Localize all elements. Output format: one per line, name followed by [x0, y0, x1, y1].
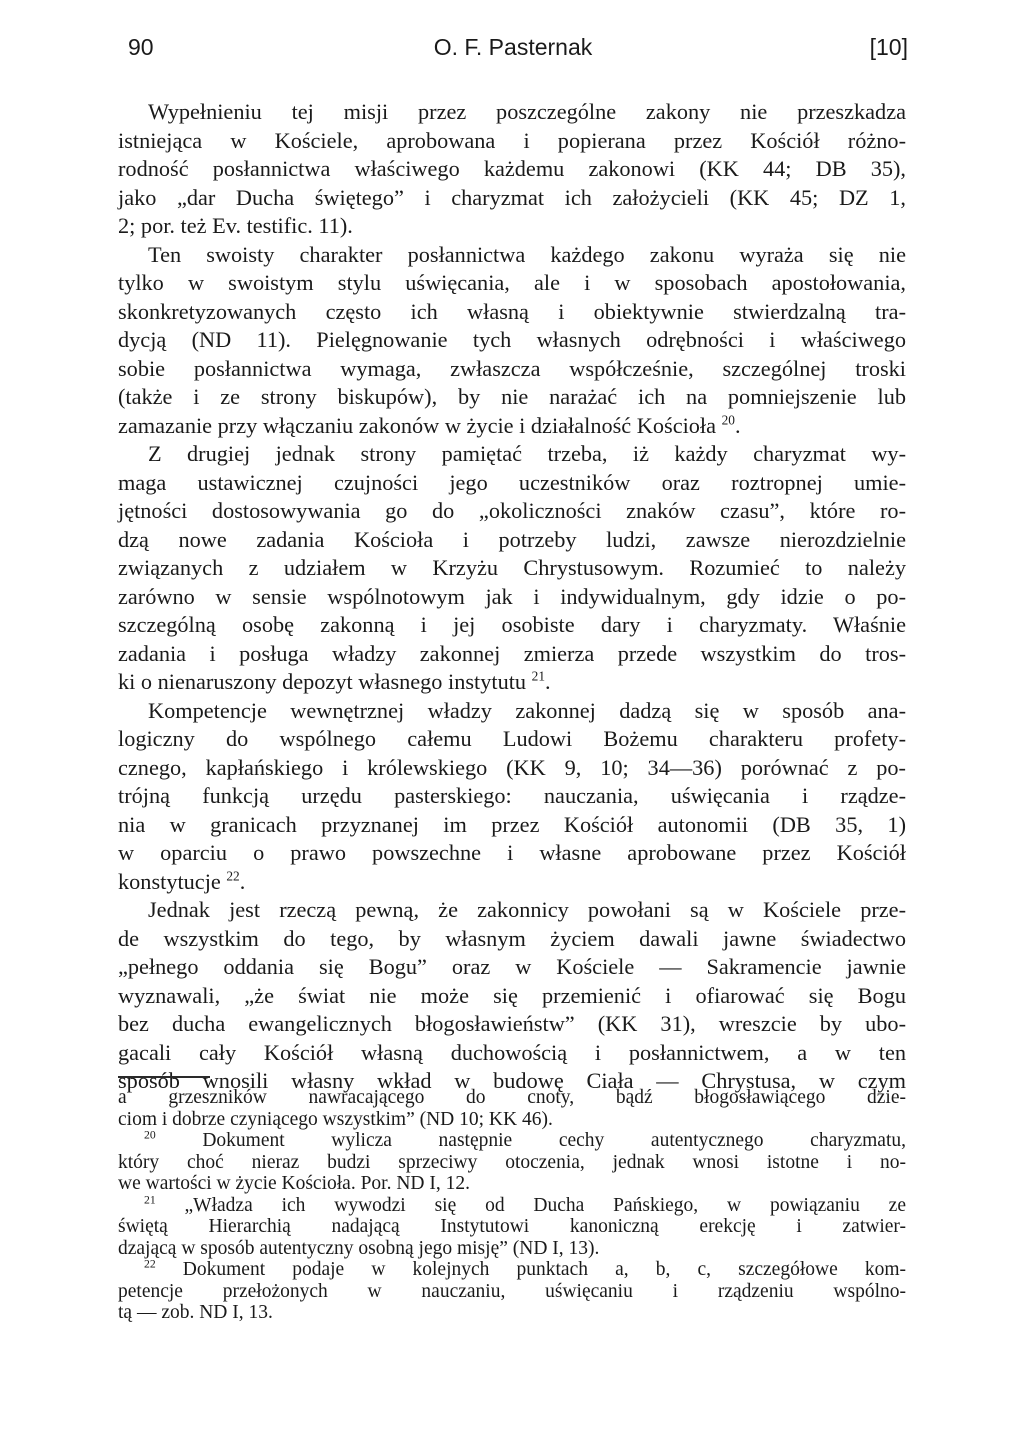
text-line: Z drugiej jednak strony pamiętać trzeba, iż każdy charyzmat wy-: [148, 441, 906, 466]
footnote-line: dzającą w sposób autentyczny osobną jego misję” (ND I, 13).: [118, 1237, 600, 1259]
text-line: gacali cały Kościół własną duchowością i posłannictwem, a w ten: [118, 1039, 906, 1065]
text-line: zadania i posługa władzy zakonnej zmierza przede wszystkim do tros-: [118, 640, 906, 666]
text-line: zarówno w sensie wspólnotowym jak i indywidualnym, gdy idzie o po-: [118, 583, 906, 609]
text-line: wyznawali, „że świat nie może się przemienić i ofiarować się Bogu: [118, 982, 906, 1008]
text-segment: Dokument podaje w kolejnych punktach a, b, c, szczegółowe kom-: [182, 1259, 906, 1280]
text-line: 2; por. też Ev. testific. 11).: [118, 213, 353, 238]
footnote-line: [118, 1195, 906, 1217]
footnote-number: 20: [144, 1128, 156, 1142]
text-segment: konstytucje: [118, 868, 221, 894]
footnote-line: tą — zob. ND I, 13.: [118, 1302, 273, 1323]
text-line: Jednak jest rzeczą pewną, że zakonnicy powołani są w Kościele prze-: [148, 897, 906, 922]
text-line: związanych z udziałem w Krzyżu Chrystusowym. Rozumieć to należy: [118, 555, 906, 580]
text-line: maga ustawicznej czujności jego uczestników oraz roztropnej umie-: [118, 469, 906, 495]
footnote-line: świętą Hierarchią nadającą Instytutowi kanoniczną erekcję i zatwier-: [118, 1216, 906, 1237]
text-line: dzą nowe zadania Kościoła i potrzeby ludzi, zawsze nierozdzielnie: [118, 526, 906, 552]
footnote-line: który choć nieraz budzi sprzeciwy otoczenia, jednak wnosi istotne i no-: [118, 1151, 906, 1173]
text-line: zamazanie przy włączaniu zakonów w życie i działalność Kościoła $^{20}$.: [118, 412, 741, 438]
text-line: istniejąca w Kościele, aprobowana i popierana przez Kościół różno-: [118, 127, 906, 153]
text-line: jako „dar Ducha świętego” i charyzmat ich założycieli (KK 45; DZ 1,: [118, 184, 906, 210]
text-line: bez ducha ewangelicznych błogosławieństw” (KK 31), wreszcie by ubo-: [118, 1011, 906, 1036]
footnote-line: we wartości w życie Kościoła. Por. ND I, 12.: [118, 1173, 470, 1194]
section-marker: [10]: [869, 34, 908, 60]
text-line: cznego, kapłańskiego i królewskiego (KK 9, 10; 34—36) porównać z po-: [118, 754, 906, 780]
text-line: szczególną osobę zakonną i jej osobiste dary i charyzmaty. Właśnie: [118, 612, 906, 637]
footnote-line: ciom i dobrze czyniącego wszystkim” (ND 10; KK 46).: [118, 1108, 553, 1130]
text-line: sposób wnosili własny wkład w budowę Ciała — Chrystusa, w czym: [118, 1068, 906, 1093]
text-line: Wypełnieniu tej misji przez poszczególne zakony nie przeszkadza: [148, 99, 906, 124]
text-segment: ki o nienaruszony depozyt własnego instytutu: [118, 669, 527, 694]
footnote-ref: 22: [226, 868, 240, 884]
footnote-line: a grzeszników nawracającego do cnoty, bądź błogosławiącego dzie-: [118, 1087, 906, 1108]
text-segment: Dokument wylicza następnie cechy autentycznego charyzmatu,: [202, 1130, 906, 1151]
main-text: [118, 98, 906, 1096]
running-title: O. F. Pasternak: [433, 34, 593, 60]
text-line: trójną funkcją urzędu pasterskiego: nauczania, uświęcania i rządze-: [118, 783, 906, 808]
text-line: w oparciu o prawo powszechne i własne aprobowane przez Kościół: [118, 840, 906, 865]
footnote-number: 22: [144, 1257, 156, 1271]
text-line: skonkretyzowanych często ich własną i obiektywnie stwierdzalną tra-: [118, 298, 906, 324]
text-line: sobie posłannictwa wymaga, zwłaszcza współcześnie, szczególnej troski: [118, 355, 906, 381]
text-segment: zamazanie przy włączaniu zakonów w życie i działalność Kościoła: [118, 412, 717, 438]
footnote-separator: [118, 1076, 210, 1078]
text-line: de wszystkim do tego, by własnym życiem dawali jawne świadectwo: [118, 925, 906, 951]
footnote-ref: 20: [721, 412, 735, 428]
text-line: (także i ze strony biskupów), by nie narażać ich na pomniejszenie lub: [118, 384, 906, 409]
footnotes: [118, 1087, 906, 1324]
text-segment: „Władza ich wywodzi się od Ducha Pańskiego, w powiązaniu ze: [184, 1194, 906, 1216]
footnote-ref: 21: [531, 668, 546, 684]
footnote-line: [118, 1259, 906, 1281]
footnote-number: 21: [144, 1193, 156, 1206]
text-line: Ten swoisty charakter posłannictwa każdego zakonu wyraża się nie: [148, 241, 906, 267]
text-line: nia w granicach przyznanej im przez Kościół autonomii (DB 35, 1): [118, 811, 906, 837]
text-line: „pełnego oddania się Bogu” oraz w Kościele — Sakramencie jawnie: [118, 954, 906, 979]
text-line: jętności dostosowywania go do „okoliczności znaków czasu”, które ro-: [118, 498, 906, 523]
page-number: 90: [128, 34, 154, 60]
running-header: [118, 34, 908, 66]
text-line: dycją (ND 11). Pielęgnowanie tych własnych odrębności i właściwego: [118, 327, 906, 352]
text-line: Kompetencje wewnętrznej władzy zakonnej dadzą się w sposób ana-: [148, 697, 906, 723]
footnote-line: petencje przełożonych w nauczaniu, uświęcaniu i rządzeniu wspólno-: [118, 1280, 906, 1302]
text-line: ki o nienaruszony depozyt własnego instytutu $^{21}$.: [118, 668, 551, 694]
text-line: konstytucje $^{22}$.: [118, 868, 246, 894]
footnote-line: [118, 1130, 906, 1152]
text-line: tylko w swoistym stylu uświęcania, ale i w sposobach apostołowania,: [118, 270, 906, 295]
text-line: logiczny do wspólnego całemu Ludowi Bożemu charakteru profety-: [118, 726, 906, 751]
text-line: rodność posłannictwa właściwego każdemu zakonowi (KK 44; DB 35),: [118, 156, 906, 181]
